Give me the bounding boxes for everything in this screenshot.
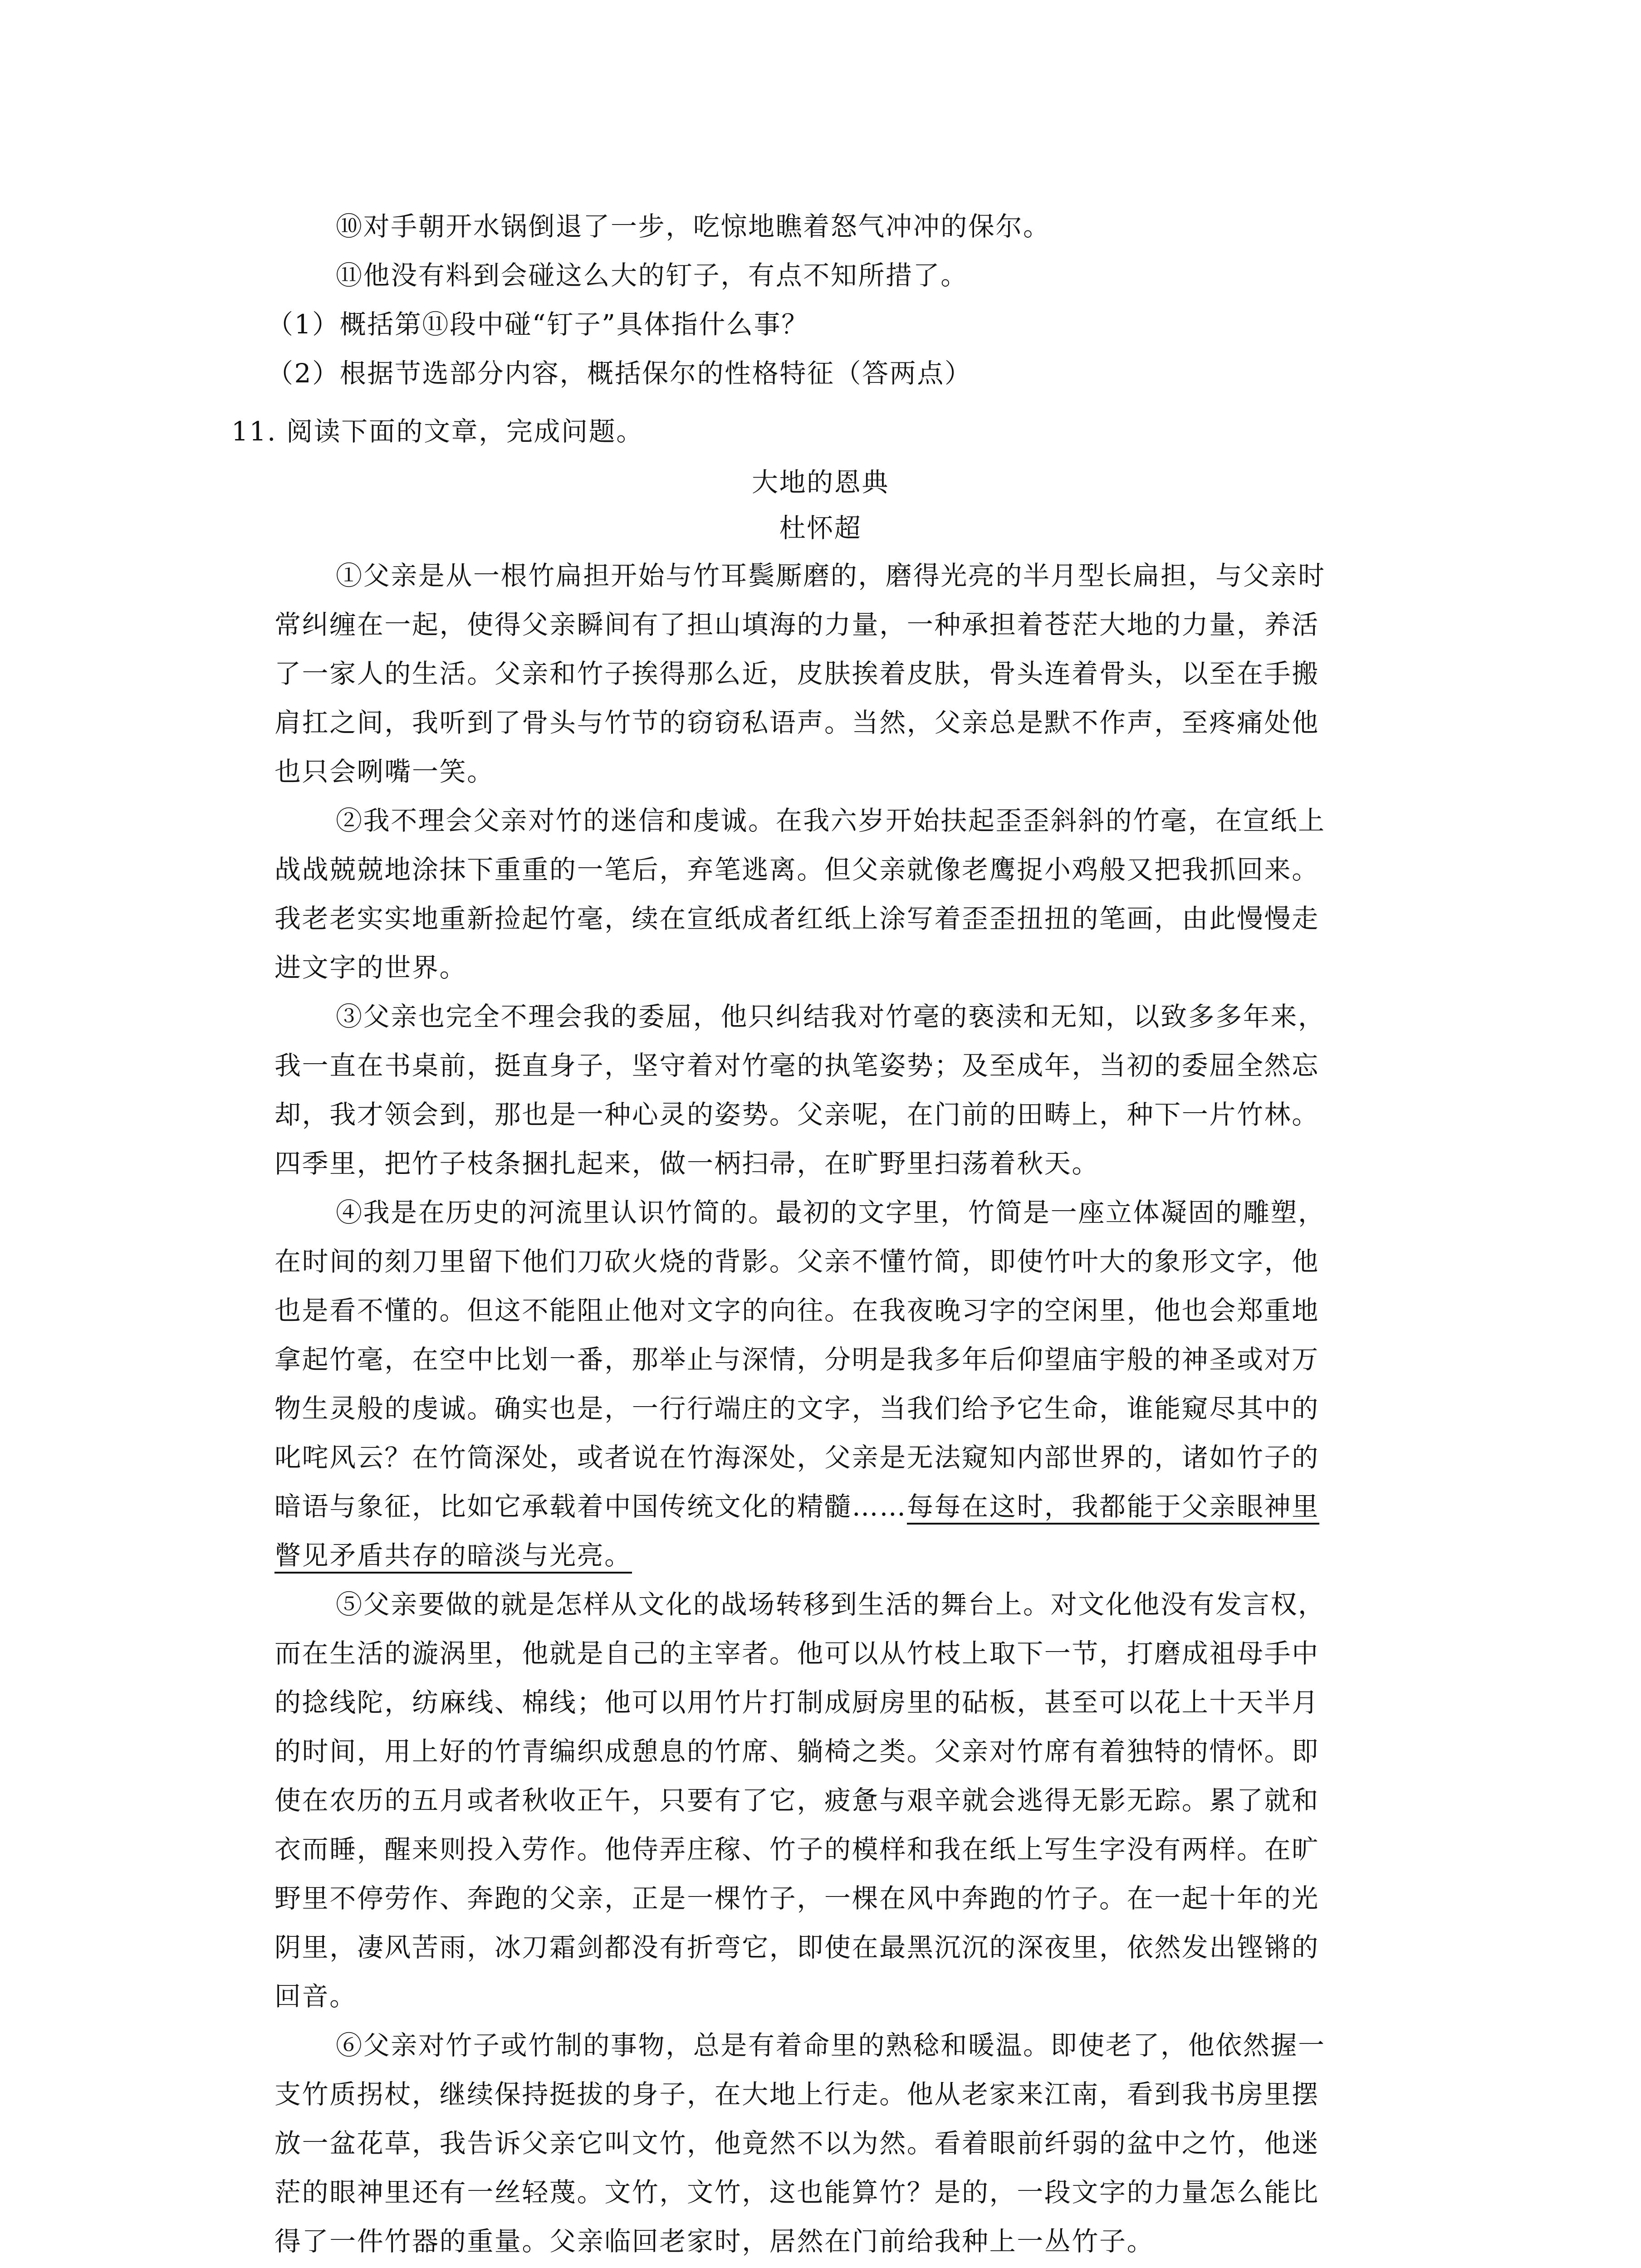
paragraph-1-line: 肩扛之间，我听到了骨头与竹节的窃窃私语声。当然，父亲总是默不作声，至疼痛处他 <box>274 707 1319 738</box>
paragraph-10: ⑩对手朝开水锅倒退了一步，吃惊地瞧着怒气冲冲的保尔。 <box>336 211 1051 242</box>
paragraph-6-line: ⑥父亲对竹子或竹制的事物，总是有着命里的熟稔和暖温。即使老了，他依然握一 <box>336 2030 1326 2061</box>
paragraph-4-line: 也是看不懂的。但这不能阻止他对文字的向往。在我夜晚习字的空闲里，他也会郑重地 <box>274 1295 1319 1326</box>
paragraph-3-line: 四季里，把竹子枝条捆扎起来，做一柄扫帚，在旷野里扫荡着秋天。 <box>274 1148 1100 1179</box>
paragraph-5-line: 而在生活的漩涡里，他就是自己的主宰者。他可以从竹枝上取下一节，打磨成祖母手中 <box>274 1638 1319 1669</box>
paragraph-2-line: 进文字的世界。 <box>274 952 467 983</box>
paragraph-4-line-8 <box>274 1539 632 1572</box>
paragraph-4-line: ④我是在历史的河流里认识竹简的。最初的文字里，竹简是一座立体凝固的雕塑， <box>336 1197 1326 1228</box>
paragraph-3-line: 却，我才领会到，那也是一种心灵的姿势。父亲呢，在门前的田畴上，种下一片竹林。 <box>274 1099 1319 1130</box>
paragraph-4-line: 在时间的刻刀里留下他们刀砍火烧的背影。父亲不懂竹简，即使竹叶大的象形文字，他 <box>274 1246 1319 1277</box>
paragraph-6-line: 支竹质拐杖，继续保持挺拔的身子，在大地上行走。他从老家来江南，看到我书房里摆 <box>274 2079 1319 2110</box>
paragraph-5-line: 的时间，用上好的竹青编织成憩息的竹席、躺椅之类。父亲对竹席有着独特的情怀。即 <box>274 1736 1319 1767</box>
paragraph-3-line: 我一直在书桌前，挺直身子，坚守着对竹毫的执笔姿势；及至成年，当初的委屈全然忘 <box>274 1050 1319 1081</box>
underlined-sentence-part-2: 瞥见矛盾共存的暗淡与光亮。 <box>274 1540 632 1574</box>
paragraph-2-line: ②我不理会父亲对竹的迷信和虔诚。在我六岁开始扶起歪歪斜斜的竹毫，在宣纸上 <box>336 805 1326 836</box>
paragraph-11: ⑪他没有料到会碰这么大的钉子，有点不知所措了。 <box>336 260 968 291</box>
paragraph-1-line: 了一家人的生活。父亲和竹子挨得那么近，皮肤挨着皮肤，骨头连着骨头，以至在手搬 <box>274 658 1319 689</box>
paragraph-5-line: 衣而睡，醒来则投入劳作。他侍弄庄稼、竹子的模样和我在纸上写生字没有两样。在旷 <box>274 1834 1319 1865</box>
paragraph-6-line: 得了一件竹器的重量。父亲临回老家时，居然在门前给我种上一丛竹子。 <box>274 2226 1155 2257</box>
paragraph-4-line: 叱咤风云？在竹筒深处，或者说在竹海深处，父亲是无法窥知内部世界的，诸如竹子的 <box>274 1442 1319 1473</box>
paragraph-1-line: 也只会咧嘴一笑。 <box>274 756 495 787</box>
paragraph-1-line: 常纠缠在一起，使得父亲瞬间有了担山填海的力量，一种承担着苍茫大地的力量，养活 <box>274 609 1319 640</box>
paragraph-5-line: 使在农历的五月或者秋收正午，只要有了它，疲惫与艰辛就会逃得无影无踪。累了就和 <box>274 1785 1319 1816</box>
sub-question-2: （2）根据节选部分内容，概括保尔的性格特征（答两点） <box>267 358 972 389</box>
paragraph-6-line: 茫的眼神里还有一丝轻蔑。文竹，文竹，这也能算竹？是的，一段文字的力量怎么能比 <box>274 2177 1319 2208</box>
paragraph-5-line: 阴里，凄风苦雨，冰刀霜剑都没有折弯它，即使在最黑沉沉的深夜里，依然发出铿锵的 <box>274 1932 1319 1963</box>
paragraph-2-line: 我老老实实地重新捡起竹毫，续在宣纸成者红纸上涂写着歪歪扭扭的笔画，由此慢慢走 <box>274 903 1319 934</box>
paragraph-4-line: 物生灵般的虔诚。确实也是，一行行端庄的文字，当我们给予它生命，谁能窥尽其中的 <box>274 1393 1319 1424</box>
question-11-prompt: 11. 阅读下面的文章，完成问题。 <box>231 416 644 447</box>
paragraph-4-line: 拿起竹毫，在空中比划一番，那举止与深情，分明是我多年后仰望庙宇般的神圣或对万 <box>274 1344 1319 1375</box>
paragraph-4-text: 暗语与象征，比如它承载着中国传统文化的精髓…… <box>274 1491 907 1522</box>
sub-question-1: （1）概括第⑪段中碰“钉子”具体指什么事？ <box>267 309 809 340</box>
paragraph-1-line: ①父亲是从一根竹扁担开始与竹耳鬓厮磨的，磨得光亮的半月型长扁担，与父亲时 <box>336 560 1326 591</box>
article-author: 杜怀超 <box>779 513 862 543</box>
paragraph-2-line: 战战兢兢地涂抹下重重的一笔后，弃笔逃离。但父亲就像老鹰捉小鸡般又把我抓回来。 <box>274 854 1319 885</box>
underlined-sentence-part-1: 每每在这时，我都能于父亲眼神里 <box>907 1491 1319 1525</box>
article-title: 大地的恩典 <box>751 467 889 498</box>
paragraph-5-line: 野里不停劳作、奔跑的父亲，正是一棵竹子，一棵在风中奔跑的竹子。在一起十年的光 <box>274 1883 1319 1914</box>
paragraph-3-line: ③父亲也完全不理会我的委屈，他只纠结我对竹毫的亵渎和无知，以致多多年来， <box>336 1001 1326 1032</box>
paragraph-5-line: ⑤父亲要做的就是怎样从文化的战场转移到生活的舞台上。对文化他没有发言权， <box>336 1589 1326 1620</box>
paragraph-5-line: 的捻线陀，纺麻线、棉线；他可以用竹片打制成厨房里的砧板，甚至可以花上十天半月 <box>274 1687 1319 1718</box>
paragraph-4-line-7 <box>274 1490 1319 1523</box>
paragraph-5-line: 回音。 <box>274 1981 357 2012</box>
paragraph-6-line: 放一盆花草，我告诉父亲它叫文竹，他竟然不以为然。看着眼前纤弱的盆中之竹，他迷 <box>274 2128 1319 2159</box>
